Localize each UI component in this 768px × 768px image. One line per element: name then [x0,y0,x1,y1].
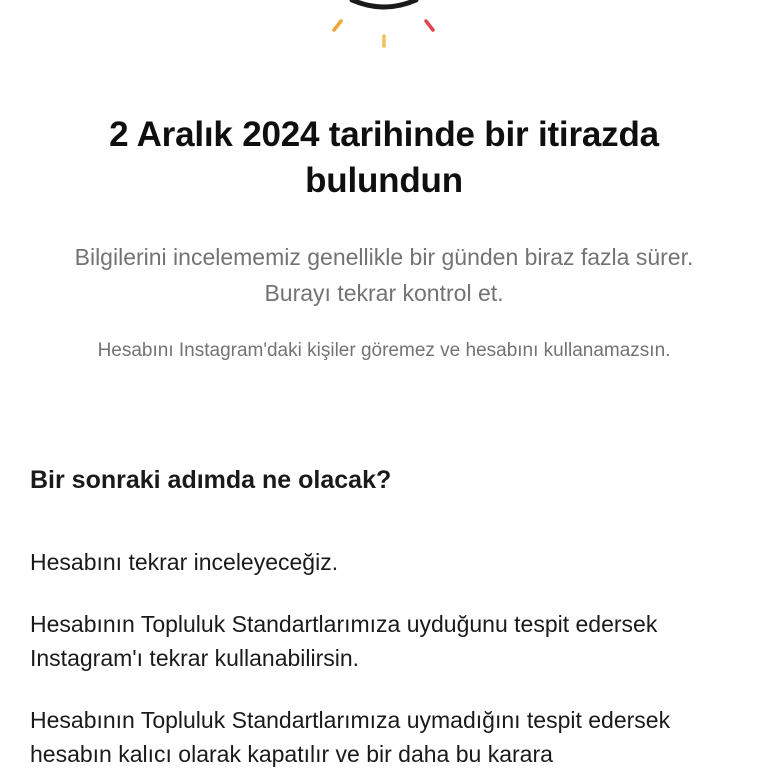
next-step-paragraph-rejected: Hesabının Topluluk Standartlarımıza uymadığını tespit edersek hesabın kalıcı olarak kapatılır ve bir daha bu karara [30,707,671,767]
account-hidden-note: Hesabını Instagram'daki kişiler göremez ve hesabını kullanamazsın. [97,340,671,361]
appeal-status-title: 2 Aralık 2024 tarihinde bir itirazda bulundun [109,115,659,200]
review-time-text: Bilgilerini incelememiz genellikle bir günden biraz fazla sürer. Burayı tekrar kontrol et. [74,244,694,306]
lightbulb-review-icon [0,0,768,60]
next-step-paragraph-review: Hesabını tekrar inceleyeceğiz. [30,549,339,575]
next-step-paragraph-approved: Hesabının Topluluk Standartlarımıza uyduğunu tespit edersek Instagram'ı tekrar kullanabilirsin. [30,611,658,671]
next-steps-heading: Bir sonraki adımda ne olacak? [30,466,392,494]
